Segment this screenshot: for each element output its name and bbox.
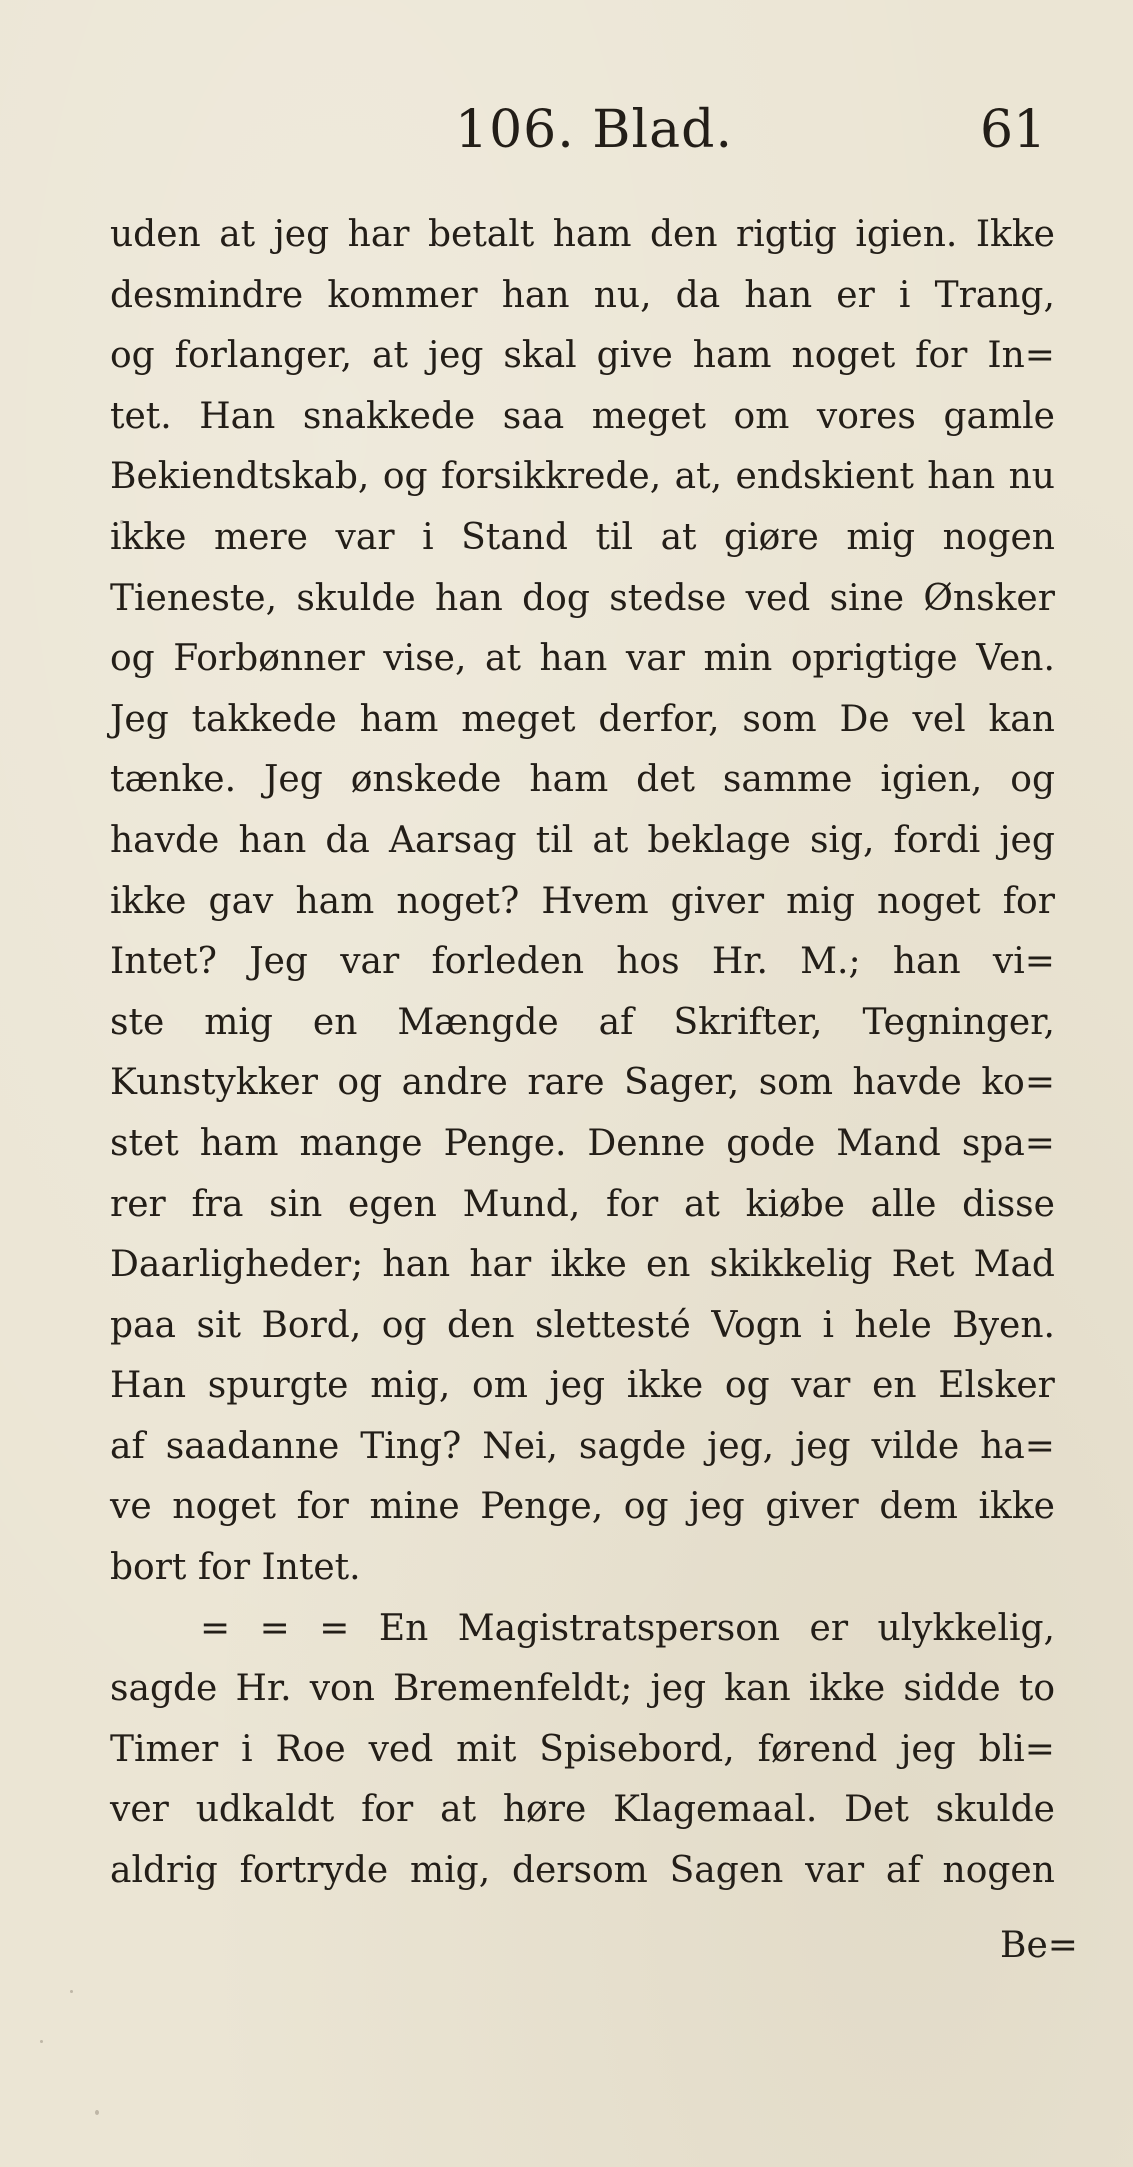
text-line: Tieneste, skulde han dog stedse ved sine Ønsker <box>110 577 1055 619</box>
text-line: ve noget for mine Penge, og jeg giver dem ikke <box>110 1486 1055 1528</box>
text-line: ver udkaldt for at høre Klagemaal. Det skulde <box>110 1789 1055 1831</box>
text-line: Kunstykker og andre rare Sager, som havde ko= <box>110 1062 1055 1104</box>
text-line: Intet? Jeg var forleden hos Hr. M.; han vi= <box>110 941 1055 983</box>
catchword: Be= <box>1000 1925 1078 1966</box>
text-line: ikke mere var i Stand til at giøre mig nogen <box>110 516 1055 558</box>
text-line: rer fra sin egen Mund, for at kiøbe alle disse <box>110 1183 1055 1225</box>
text-line: af saadanne Ting? Nei, sagde jeg, jeg vilde ha= <box>110 1425 1055 1467</box>
text-line: Bekiendtskab, og forsikkrede, at, endskient han nu <box>110 456 1055 498</box>
text-line: paa sit Bord, og den slettesté Vogn i hele Byen. <box>110 1304 1055 1346</box>
text-line: tet. Han snakkede saa meget om vores gamle <box>110 395 1055 437</box>
text-line: tænke. Jeg ønskede ham det samme igien, og <box>110 759 1055 801</box>
paper-speck <box>70 1990 73 1993</box>
page-number: 61 <box>980 100 1047 160</box>
paper-speck <box>95 2110 99 2115</box>
text-line: havde han da Aarsag til at beklage sig, fordi jeg <box>110 819 1055 861</box>
text-line: og forlanger, at jeg skal give ham noget for In= <box>110 335 1055 377</box>
text-line: = = = En Magistratsperson er ulykkelig, <box>200 1607 1055 1649</box>
running-head-title: 106. Blad. <box>455 100 733 160</box>
text-line: Jeg takkede ham meget derfor, som De vel kan <box>110 698 1055 740</box>
text-line: Timer i Roe ved mit Spisebord, førend jeg bli= <box>110 1728 1055 1770</box>
running-head <box>0 100 1133 180</box>
text-line: uden at jeg har betalt ham den rigtig igien. Ikke <box>110 214 1055 255</box>
body-text <box>110 205 1055 1902</box>
text-line: Han spurgte mig, om jeg ikke og var en Elsker <box>110 1365 1055 1407</box>
text-line: aldrig fortryde mig, dersom Sagen var af nogen <box>110 1850 1055 1892</box>
text-line: bort for Intet. <box>110 1547 361 1589</box>
text-line: Daarligheder; han har ikke en skikkelig Ret Mad <box>110 1244 1055 1286</box>
text-line: desmindre kommer han nu, da han er i Trang, <box>110 274 1055 316</box>
text-line: ste mig en Mængde af Skrifter, Tegninger, <box>110 1001 1055 1043</box>
paper-speck <box>120 520 124 524</box>
text-line: og Forbønner vise, at han var min oprigtige Ven. <box>110 638 1055 680</box>
paper-speck <box>40 2040 43 2043</box>
text-line: stet ham mange Penge. Denne gode Mand spa= <box>110 1122 1055 1164</box>
text-line: sagde Hr. von Bremenfeldt; jeg kan ikke sidde to <box>110 1668 1055 1710</box>
text-line: ikke gav ham noget? Hvem giver mig noget for <box>110 880 1055 922</box>
